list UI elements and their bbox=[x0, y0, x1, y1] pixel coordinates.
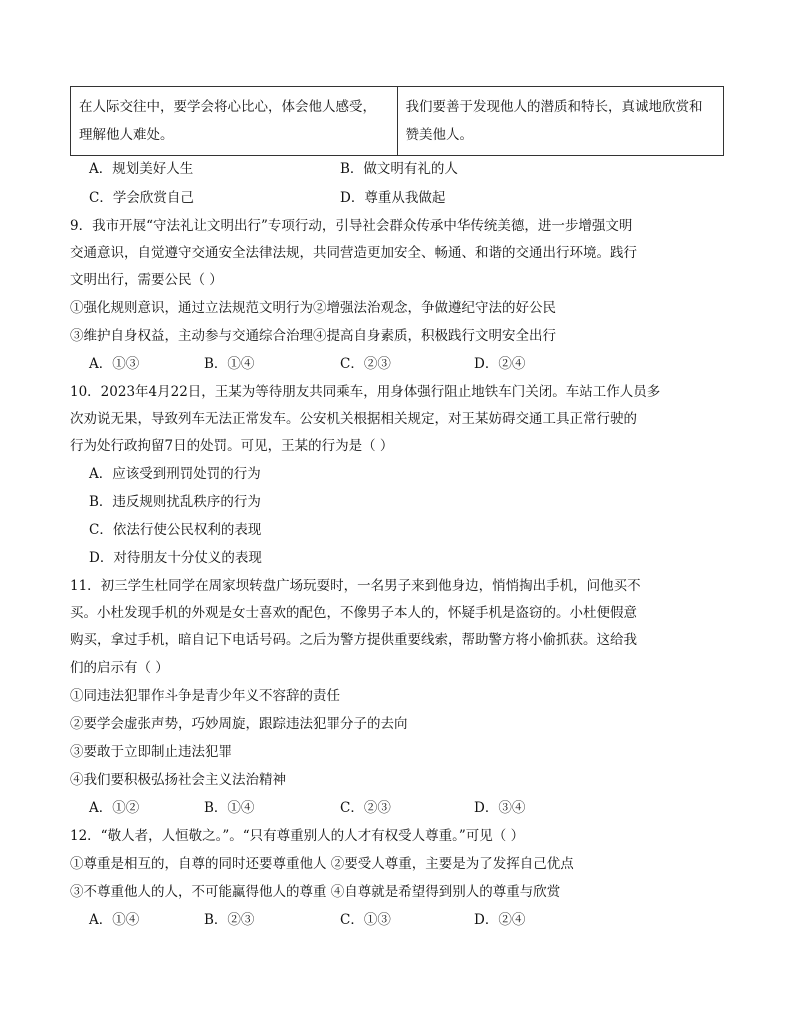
q9-option-b[interactable]: B．①④ bbox=[204, 356, 255, 372]
q11-statement-2: ②要学会虚张声势，巧妙周旋，跟踪违法犯罪分子的去向 bbox=[70, 716, 408, 732]
q10-option-d[interactable]: D．对待朋友十分仗义的表现 bbox=[89, 550, 262, 566]
q11-option-c[interactable]: C．②③ bbox=[340, 800, 391, 816]
statement-table bbox=[70, 86, 724, 156]
q11-stem-line-2: 买。小杜发现手机的外观是女士喜欢的配色，不像男子本人的，怀疑手机是盗窃的。小杜便假意 bbox=[70, 605, 637, 621]
q11-option-d[interactable]: D．③④ bbox=[474, 800, 526, 816]
q11-option-a[interactable]: A．①② bbox=[89, 800, 140, 816]
q12-option-d[interactable]: D．②④ bbox=[474, 912, 526, 928]
q10-option-a[interactable]: A．应该受到刑罚处罚的行为 bbox=[89, 466, 261, 482]
q9-option-d[interactable]: D．②④ bbox=[474, 356, 526, 372]
q11-option-b[interactable]: B．①④ bbox=[204, 800, 255, 816]
q10-option-b[interactable]: B．违反规则扰乱秩序的行为 bbox=[89, 494, 261, 510]
q8-option-d[interactable]: D．尊重从我做起 bbox=[340, 190, 446, 206]
q9-option-c[interactable]: C．②③ bbox=[340, 356, 391, 372]
q11-statement-4: ④我们要积极弘扬社会主义法治精神 bbox=[70, 772, 286, 788]
q12-option-c[interactable]: C．①③ bbox=[340, 912, 391, 928]
q12-statements-3-4: ③不尊重他人的人，不可能赢得他人的尊重 ④自尊就是希望得到别人的尊重与欣赏 bbox=[70, 884, 561, 900]
q10-stem-line-1: 10．2023年4月22日，王某为等待朋友共同乘车，用身体强行阻止地铁车门关闭。车站工作人员多 bbox=[70, 384, 661, 400]
statement-left: 在人际交往中，要学会将心比心，体会他人感受，理解他人难处。 bbox=[71, 87, 398, 156]
q10-stem-line-3: 行为处行政拘留7日的处罚。可见，王某的行为是（ ） bbox=[70, 438, 394, 454]
q12-option-a[interactable]: A．①④ bbox=[89, 912, 140, 928]
q9-stem-line-2: 交通意识，自觉遵守交通安全法律法规，共同营造更加安全、畅通、和谐的交通出行环境。践行 bbox=[70, 245, 637, 261]
q11-statement-1: ①同违法犯罪作斗争是青少年义不容辞的责任 bbox=[70, 688, 340, 704]
q12-stem: 12．“敬人者，人恒敬之。”。“只有尊重别人的人才有权受人尊重。”可见（ ） bbox=[70, 828, 525, 844]
q9-stem-line-3: 文明出行，需要公民（ ） bbox=[70, 272, 223, 288]
q11-stem-line-4: 们的启示有（ ） bbox=[70, 660, 169, 676]
q9-statement-3-4: ③维护自身权益，主动参与交通综合治理④提高自身素质，积极践行文明安全出行 bbox=[70, 328, 556, 344]
q11-statement-3: ③要敢于立即制止违法犯罪 bbox=[70, 744, 232, 760]
q12-option-b[interactable]: B．②③ bbox=[204, 912, 255, 928]
statement-right: 我们要善于发现他人的潜质和特长，真诚地欣赏和赞美他人。 bbox=[397, 87, 724, 156]
q9-option-a[interactable]: A．①③ bbox=[89, 356, 140, 372]
q8-option-a[interactable]: A．规划美好人生 bbox=[89, 161, 194, 177]
q9-statement-1-2: ①强化规则意识，通过立法规范文明行为②增强法治观念，争做遵纪守法的好公民 bbox=[70, 300, 556, 316]
q9-stem-line-1: 9．我市开展“守法礼让文明出行”专项行动，引导社会群众传承中华传统美德，进一步增强文明 bbox=[70, 218, 633, 234]
q10-stem-line-2: 次劝说无果，导致列车无法正常发车。公安机关根据相关规定，对王某妨碍交通工具正常行驶的 bbox=[70, 411, 637, 427]
q12-statements-1-2: ①尊重是相互的，自尊的同时还要尊重他人 ②要受人尊重，主要是为了发挥自己优点 bbox=[70, 856, 574, 872]
q8-option-c[interactable]: C．学会欣赏自己 bbox=[89, 190, 194, 206]
q11-stem-line-1: 11．初三学生杜同学在周家坝转盘广场玩耍时，一名男子来到他身边，悄悄掏出手机，问他买不 bbox=[70, 578, 641, 594]
q8-option-b[interactable]: B．做文明有礼的人 bbox=[340, 161, 458, 177]
q10-option-c[interactable]: C．依法行使公民权利的表现 bbox=[89, 522, 262, 538]
q11-stem-line-3: 购买，拿过手机，暗自记下电话号码。之后为警方提供重要线索，帮助警方将小偷抓获。这给我 bbox=[70, 632, 637, 648]
